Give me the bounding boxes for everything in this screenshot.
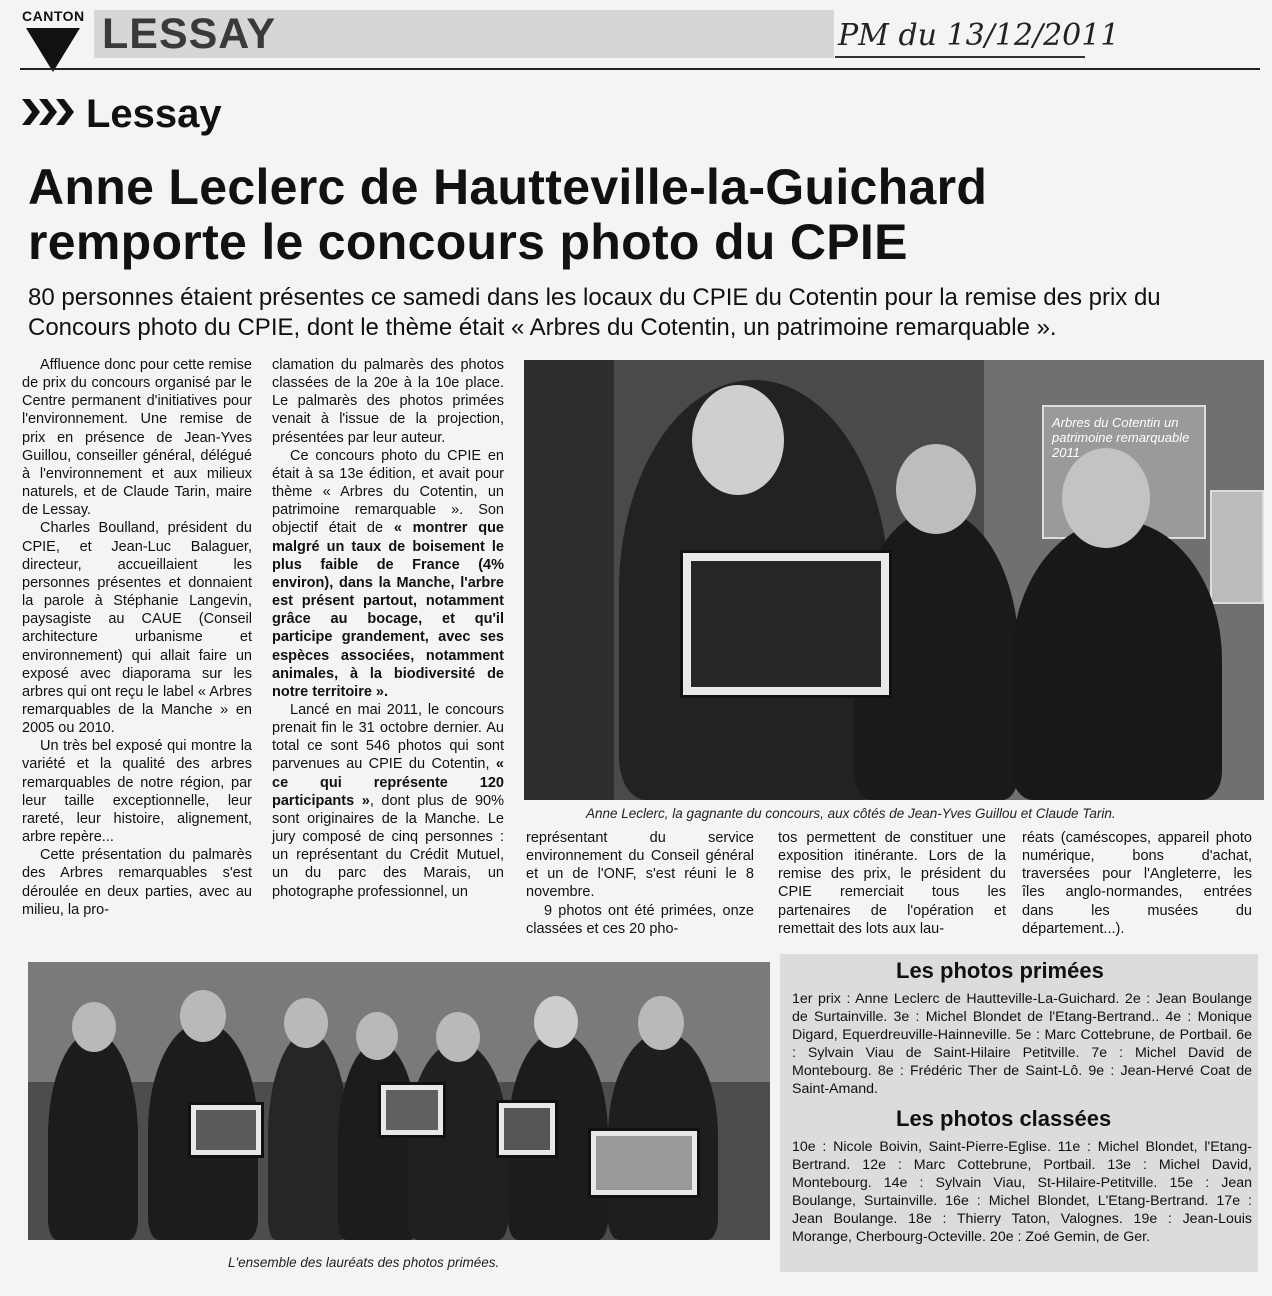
text-run: Lancé en mai 2011, le concours prenait fin le 31 octobre dernier. Au total ce sont 546 photos qui sont parvenues au CPIE du Cotentin, — [272, 701, 504, 773]
text-run: , dont plus de 90% sont originaires de la Manche. Le jury composé de cinq personnes : un représentant du Crédit Mutuel, un du parc des Marais, un photographe professionnel, un — [272, 792, 505, 900]
results-list-primees: 1er prix : Anne Leclerc de Hautteville-La-Guichard. 2e : Jean Boulange de Surtainville. 3e : Michel Blondet de l'Etang-Bertrand.. 4e : Monique Digard, Equerdreuville-Hainneville. 5e : Marc Cottebrune, de Portbail. 6e : Sylvain Viau de Saint-Hilaire Petitville. 7e : Michel David de Montebourg. 8e : Frédéric Ther de Saint-Lô. 9e : Jean-Hervé Coat de Saint-Amand. — [792, 991, 1252, 1097]
photo-caption: Anne Leclerc, la gagnante du concours, aux côtés de Jean-Yves Guillou et Claude Tarin. — [586, 806, 1116, 821]
paragraph: Charles Boulland, président du CPIE, et Jean-Luc Balaguer, directeur, accueillaient les personnes présentes et donnaient la parole à Stéphanie Langevin, paysagiste au CAUE (Conseil architecture urbanisme et environnement) qui allait faire un exposé avec diaporama sur les arbres qui ont reçu le label « Arbres remarquables de la Manche » en 2005 ou 2010. — [22, 520, 252, 737]
handwritten-underline — [835, 56, 1085, 58]
person-head — [896, 444, 976, 534]
person-figure — [268, 1032, 348, 1240]
person-head — [692, 385, 784, 495]
paragraph: tos permettent de constituer une exposition itinérante. Lors de la remise des prix, le président du CPIE remerciait tous les partenaires de l'opération et remettait des lots aux lau- — [778, 830, 1006, 937]
article-column-3 — [526, 829, 754, 938]
person-head — [284, 998, 328, 1048]
headline-line-1: Anne Leclerc de Hautteville-la-Guichard — [28, 159, 988, 215]
section-heading — [22, 88, 222, 140]
person-figure — [338, 1042, 418, 1240]
photo-background — [524, 360, 614, 800]
article-column-1 — [22, 356, 252, 919]
person-figure — [48, 1032, 138, 1240]
paragraph: représentant du service environnement du Conseil général et un de l'ONF, s'est réuni le 8 novembre. — [526, 830, 754, 901]
article-headline — [28, 160, 1248, 270]
canton-triangle-icon — [26, 28, 80, 72]
poster-text: Arbres du Cotentin un patrimoine remarquable 2011 — [1052, 415, 1190, 460]
quote-bold: « montrer que malgré un taux de boisement le plus faible de France (4% environ), dans la Manche, l'arbre est présent partout, notamment grâce au bocage, et qu'il participe grandement, avec ses espèces associées, notamment animales, à la biodiversité de notre territoire ». — [272, 520, 504, 700]
article-lead: 80 personnes étaient présentes ce samedi dans les locaux du CPIE du Cotentin pour la remise des prix du Concours photo du CPIE, dont le thème était « Arbres du Cotentin, un patrimoine remarquable ». — [28, 284, 1161, 341]
award-photo — [524, 360, 1264, 800]
person-figure — [1012, 520, 1222, 800]
group-photo — [28, 962, 770, 1240]
prize-photo-frame — [378, 1082, 446, 1138]
person-figure — [408, 1042, 508, 1240]
article-column-4 — [778, 829, 1006, 938]
prize-photo-frame — [188, 1102, 264, 1158]
paragraph: Affluence donc pour cette remise de prix du concours organisé par le Centre permanent d'initiatives pour l'environnement. Une remise de prix en présence de Jean-Yves Guillou, conseiller général, délégué à l'environnement et aux milieux naturels, et de Claude Tarin, maire de Lessay. — [22, 357, 252, 519]
person-head — [72, 1002, 116, 1052]
results-title-primees: Les photos primées — [896, 958, 1104, 983]
headline-line-2: remporte le concours photo du CPIE — [28, 214, 908, 270]
paragraph: Cette présentation du palmarès des Arbres remarquables s'est déroulée en deux parties, avec au milieu, la pro- — [22, 847, 252, 918]
photo-caption: L'ensemble des lauréats des photos primées. — [228, 1255, 500, 1270]
paragraph: 9 photos ont été primées, onze classées et ces 20 pho- — [526, 902, 754, 937]
paragraph — [272, 701, 504, 901]
town-name: LESSAY — [102, 10, 277, 58]
prize-photo-frame — [496, 1100, 558, 1158]
handwritten-date-note: PM du 13/12/2011 — [838, 18, 1120, 53]
person-head — [180, 990, 226, 1042]
header-rule — [20, 68, 1260, 70]
person-head — [1062, 448, 1150, 548]
paragraph: clamation du palmarès des photos classées de la 20e à la 10e place. Le palmarès des photos primées venait à l'issue de la projection, présentées par leur auteur. — [272, 357, 504, 446]
winning-photo-frame — [680, 550, 892, 698]
person-head — [638, 996, 684, 1050]
article-column-5 — [1022, 829, 1252, 938]
person-head — [534, 996, 578, 1048]
article-column-2 — [272, 356, 504, 901]
paragraph: réats (caméscopes, appareil photo numérique, bons d'achat, traversées pour l'Angleterre, les îles anglo-normandes, entrées dans les musées du département...). — [1022, 830, 1252, 937]
paragraph: Un très bel exposé qui montre la variété et la qualité des arbres remarquables de notre région, par leur taille exceptionnelle, leur rareté, leur histoire, alignement, arbre repère... — [22, 738, 252, 846]
paragraph — [272, 447, 504, 701]
wall-poster — [1210, 490, 1264, 604]
results-title-classees: Les photos classées — [896, 1106, 1112, 1131]
prize-photo-frame — [588, 1128, 700, 1198]
chevrons-icon — [22, 88, 76, 140]
person-head — [436, 1012, 480, 1062]
canton-label: CANTON — [22, 8, 85, 24]
section-title: Lessay — [86, 92, 222, 136]
results-list-classees: 10e : Nicole Boivin, Saint-Pierre-Eglise. 11e : Michel Blondet, l'Etang-Bertrand. 12e : Marc Cottebrune, Portbail. 13e : Michel David, Montebourg. 14e : Sylvain Viau, St-Hilaire-Petitville. 15e : Jean Boulange, Surtainville. 16e : Michel Blondet, L'Etang-Bertrand. 17e : Jean Boulange. 18e : Thierry Taton, Valognes. 19e : Jean-Louis Morange, Cherbourg-Octeville. 20e : Zoé Gemin, de Ger. — [792, 1139, 1252, 1245]
text-run: Ce concours photo du CPIE en était à sa 13e édition, et avait pour thème « Arbres du Cotentin, un patrimoine remarquable ». Son objectif était de — [272, 447, 504, 537]
quote-bold: « ce qui représente 120 participants » — [272, 756, 504, 809]
person-head — [356, 1012, 398, 1060]
